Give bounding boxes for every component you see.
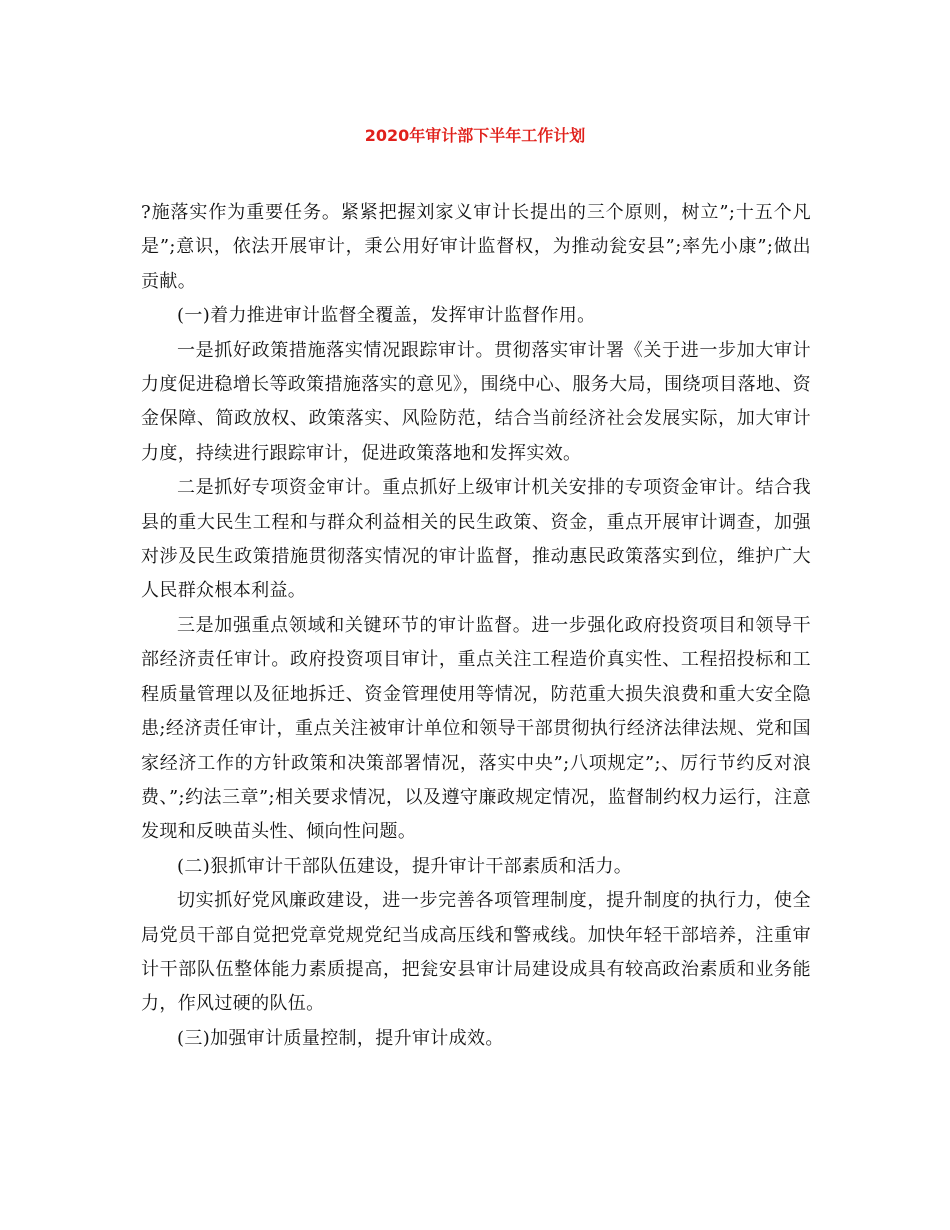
paragraph-key-areas: 三是加强重点领域和关键环节的审计监督。进一步强化政府投资项目和领导干部经济责任审计。政府投资项目审计，重点关注工程造价真实性、工程招投标和工程质量管理以及征地拆迁、资金管理使用等情况，防范重大损失浪费和重大安全隐患;经济责任审计，重点关注被审计单位和领导干部贯彻执行经济法律法规、党和国家经济工作的方针政策和决策部署情况，落实中央”;八项规定”;、厉行节约反对浪费、”;约法三章”;相关要求情况，以及遵守廉政规定情况，监督制约权力运行，注意发现和反映苗头性、倾向性问题。	[141, 614, 811, 843]
paragraph-policy-audit: 一是抓好政策措施落实情况跟踪审计。贯彻落实审计署《关于进一步加大审计力度促进稳增长等政策措施落实的意见》，围绕中心、服务大局，围绕项目落地、资金保障、简政放权、政策落实、风险防范，结合当前经济社会发展实际，加大审计力度，持续进行跟踪审计，促进政策落地和发挥实效。	[141, 339, 811, 464]
paragraph-intro: ?施落实作为重要任务。紧紧把握刘家义审计长提出的三个原则，树立”;十五个凡是”;意识，依法开展审计，秉公用好审计监督权，为推动瓮安县”;率先小康”;做出贡献。	[141, 202, 811, 292]
paragraph-team-building: 切实抓好党风廉政建设，进一步完善各项管理制度，提升制度的执行力，使全局党员干部自觉把党章党规党纪当成高压线和警戒线。加快年轻干部培养，注重审计干部队伍整体能力素质提高，把瓮安县审计局建设成具有较高政治素质和业务能力，作风过硬的队伍。	[141, 890, 811, 1015]
section-heading-3: (三)加强审计质量控制，提升审计成效。	[177, 1027, 504, 1049]
paragraph-special-funds: 二是抓好专项资金审计。重点抓好上级审计机关安排的专项资金审计。结合我县的重大民生工程和与群众利益相关的民生政策、资金，重点开展审计调查，加强对涉及民生政策措施贯彻落实情况的审计监督，推动惠民政策落实到位，维护广大人民群众根本利益。	[141, 477, 811, 602]
document-body	[141, 196, 811, 1056]
section-heading-1: (一)着力推进审计监督全覆盖，发挥审计监督作用。	[177, 305, 596, 327]
section-heading-2: (二)狠抓审计干部队伍建设，提升审计干部素质和活力。	[177, 855, 633, 877]
document-title: 2020年审计部下半年工作计划	[364, 126, 586, 145]
